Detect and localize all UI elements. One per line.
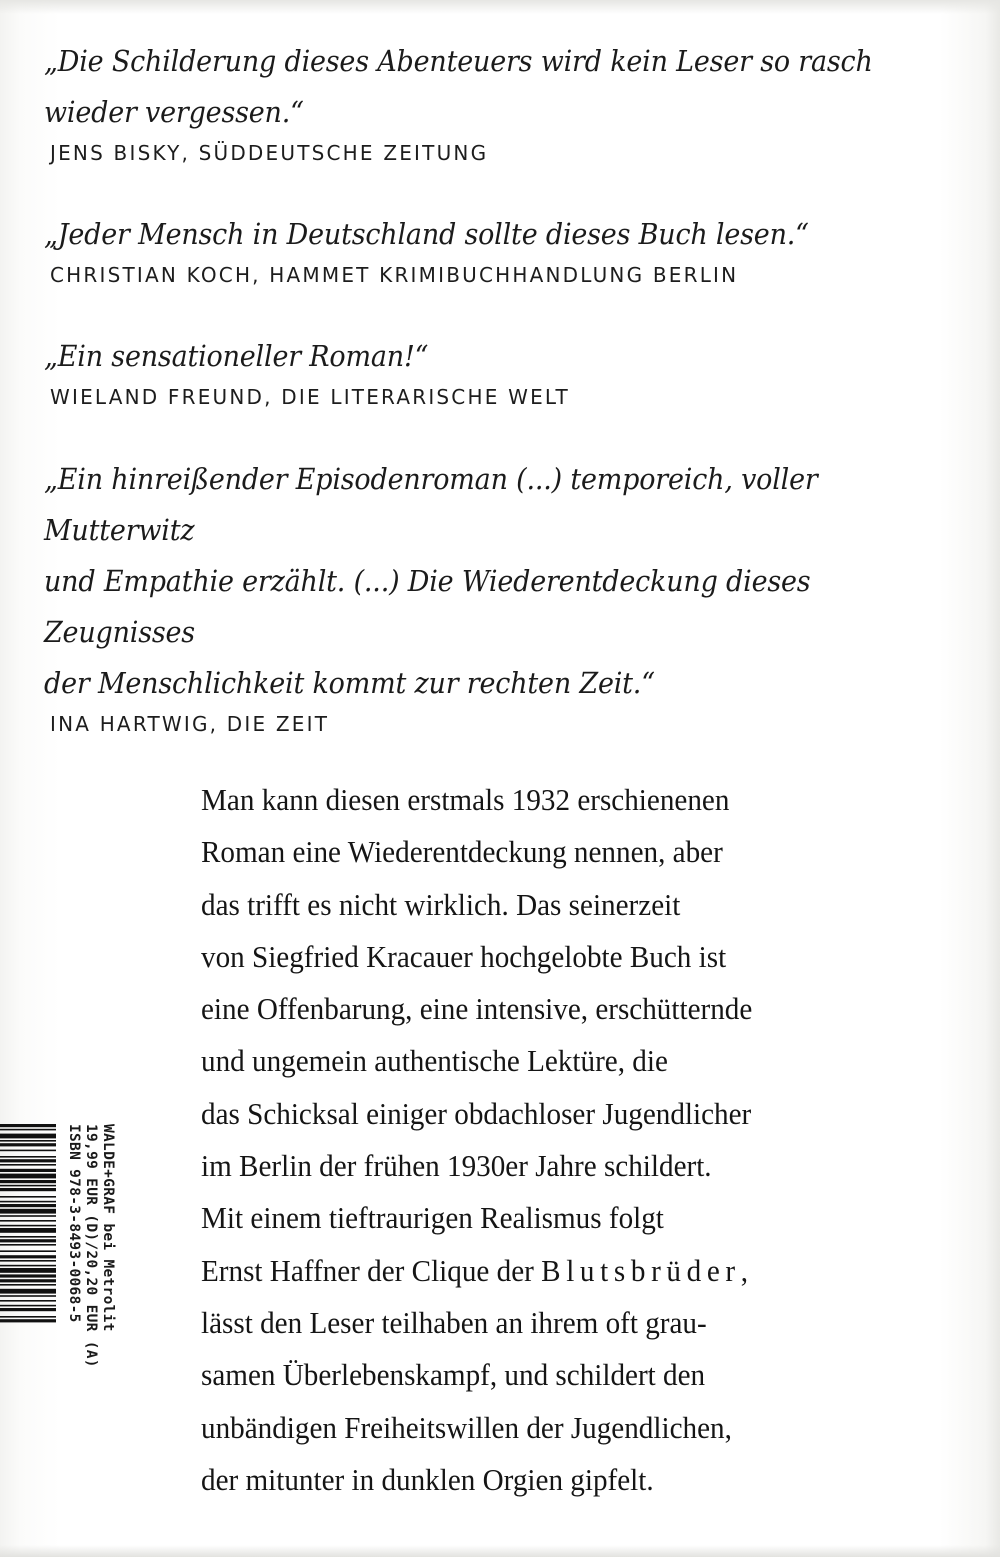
review-quote: „Ein hinreißender Episodenroman (...) temporeich, voller Mutterwitz und Empathie erzählt. (...) Die Wiederentdeckung dieses Zeugnisses der Menschlichkeit kommt zur rechten Zeit.“ (44, 462, 818, 700)
review-1 (44, 36, 950, 166)
barcode-bar (0, 1250, 56, 1252)
barcode-bar (0, 1305, 56, 1307)
review-2 (44, 209, 950, 288)
blurb-line: im Berlin der frühen 1930er Jahre schildert. (201, 1148, 712, 1184)
blurb-line: das Schicksal einiger obdachloser Jugendlicher (201, 1095, 752, 1131)
review-quote: „Die Schilderung dieses Abenteuers wird kein Leser so rasch wieder vergessen.“ (44, 44, 873, 129)
blurb-line: von Siegfried Kracauer hochgelobte Buch ist (201, 938, 727, 974)
blurb-text: Ernst Haffner der Clique der (201, 1252, 542, 1288)
barcode-bar (0, 1174, 56, 1179)
blurb-line: unbändigen Freiheitswillen der Jugendlichen, (201, 1409, 732, 1445)
barcode-bar (0, 1196, 56, 1198)
barcode-bar (0, 1204, 56, 1207)
blurb-line: das trifft es nicht wirklich. Das seinerzeit (201, 886, 681, 922)
blurb-line: und ungemein authentische Lektüre, die (201, 1043, 668, 1079)
barcode (0, 1122, 60, 1392)
imprint (65, 1124, 116, 1384)
price-imprint: 19,99 EUR (D)/20,20 EUR (A) (83, 1124, 99, 1368)
barcode-bar (0, 1300, 56, 1302)
review-source: INA HARTWIG, DIE ZEIT (50, 712, 330, 736)
barcode-bar (0, 1209, 56, 1214)
blurb-line-title (201, 1245, 859, 1297)
barcode-bar (0, 1215, 56, 1217)
review-source: CHRISTIAN KOCH, HAMMET KRIMIBUCHHANDLUNG BERLIN (50, 263, 739, 287)
barcode-bar (0, 1279, 56, 1282)
barcode-bar (0, 1140, 56, 1142)
publisher-imprint: WALDE+GRAF bei Metrolit (100, 1124, 116, 1332)
barcode-bar (0, 1124, 56, 1127)
barcode-bar (0, 1319, 56, 1322)
barcode-bar (0, 1185, 56, 1187)
barcode-bar (0, 1220, 56, 1222)
barcode-bar (0, 1255, 56, 1258)
barcode-bar (0, 1225, 56, 1227)
barcode-bar (0, 1164, 56, 1166)
barcode-bar (0, 1308, 56, 1311)
barcode-bar (0, 1159, 56, 1162)
barcode-bar (0, 1143, 56, 1146)
barcode-bar (0, 1260, 56, 1262)
book-title-spaced: Blutsbrüder (541, 1252, 741, 1288)
barcode-bar (0, 1265, 56, 1267)
isbn-imprint: ISBN 978-3-8493-0068-5 (66, 1124, 82, 1323)
barcode-bar (0, 1169, 56, 1172)
barcode-bar (0, 1180, 56, 1183)
review-4 (44, 454, 950, 737)
barcode-bar (0, 1274, 56, 1277)
book-blurb (201, 774, 901, 1506)
barcode-bar (0, 1150, 56, 1152)
barcode-bar (0, 1295, 56, 1297)
barcode-bar (0, 1201, 56, 1203)
bottom-edge-shadow (0, 1545, 1000, 1557)
barcode-bar (0, 1228, 56, 1233)
review-3 (44, 331, 950, 410)
barcode-bar (0, 1289, 56, 1294)
barcode-bar (0, 1284, 56, 1286)
barcode-bar (0, 1268, 56, 1273)
review-source: WIELAND FREUND, DIE LITERARISCHE WELT (50, 385, 570, 409)
review-quotes (44, 36, 950, 737)
barcode-bar (0, 1244, 56, 1246)
blurb-line: Man kann diesen erstmals 1932 erschienenen (201, 782, 730, 817)
barcode-bar (0, 1188, 56, 1191)
barcode-bar (0, 1316, 56, 1318)
blurb-line: der mitunter in dunklen Orgien gipfelt. (201, 1461, 654, 1497)
barcode-bar (0, 1236, 56, 1238)
barcode-bar (0, 1129, 56, 1131)
review-source: JENS BISKY, SÜDDEUTSCHE ZEITUNG (50, 141, 489, 165)
review-quote: „Jeder Mensch in Deutschland sollte dieses Buch lesen.“ (44, 217, 809, 251)
blurb-line: Roman eine Wiederentdeckung nennen, aber (201, 834, 723, 870)
barcode-bar (0, 1239, 56, 1242)
blurb-line: Mit einem tieftraurigen Realismus folgt (201, 1200, 664, 1236)
barcode-bar (0, 1134, 56, 1139)
review-quote: „Ein sensationeller Roman!“ (44, 339, 429, 373)
blurb-text: , (740, 1252, 749, 1288)
top-edge-shadow (0, 0, 1000, 14)
blurb-line: eine Offenbarung, eine intensive, erschütternde (201, 991, 753, 1027)
barcode-bar (0, 1156, 56, 1158)
blurb-line: lässt den Leser teilhaben an ihrem oft grau- (201, 1304, 707, 1340)
blurb-line: samen Überlebenskampf, und schildert den (201, 1357, 706, 1393)
